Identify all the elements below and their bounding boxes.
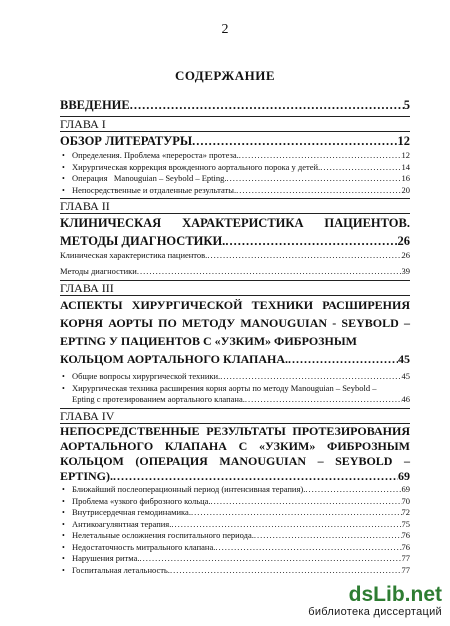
toc-subentry[interactable] [60,371,410,383]
toc-page: 46 [401,393,410,404]
toc-page: 14 [401,161,410,172]
watermark-brand: dsLib.net [348,583,442,606]
toc-subentry[interactable] [60,507,410,519]
toc-page: 26 [397,234,410,248]
toc-subentry[interactable] [60,185,410,197]
page-number: 2 [221,22,229,37]
toc-label: КОЛЬЦОМ АОРТАЛЬНОГО КЛАПАНА. [60,352,289,366]
toc-page: 69 [398,469,410,483]
toc-chapter-title-line: EPTING У ПАЦИЕНТОВ С «УЗКИМ» ФИБРОЗНЫМ [60,334,357,348]
toc-chapter-title-line: АСПЕКТЫ ХИРУРГИЧЕСКОЙ ТЕХНИКИ РАСШИРЕНИЯ [60,295,410,314]
toc-label: • Внутрисердечная гемодинамика. [72,507,191,517]
toc-page: 26 [401,250,410,260]
toc-page: 45 [398,352,410,366]
toc-label: • Нелетальные осложнения госпитального периода. [72,530,254,540]
toc-chapter-title[interactable] [60,469,410,484]
toc-page: 45 [401,371,410,381]
toc-chapter-title[interactable] [60,350,410,368]
toc-page: 12 [397,134,410,148]
toc-page: 39 [401,265,410,276]
toc-chapter-title-line: КОЛЬЦОМ (ОПЕРАЦИЯ MANOUGUIAN – SEYBOLD – [60,454,410,468]
toc-page: 75 [401,518,410,529]
toc-page: 69 [401,484,410,494]
toc-label: • Проблема «узкого фиброзного кольца. [72,495,211,506]
toc-label: Клиническая характеристика пациентов. [60,250,208,260]
chapter-heading: ГЛАВА I [60,116,410,131]
toc-page: 76 [401,541,410,552]
toc-subentry[interactable] [60,266,410,278]
toc-label: • Ближайший послеоперационный период (интенсивная терапия). [72,484,306,494]
toc-chapter-title[interactable] [60,232,410,250]
toc-page: 5 [403,98,410,112]
chapter-heading: ГЛАВА II [60,198,410,213]
page-title: СОДЕРЖАНИЕ [174,68,276,83]
toc-page: 16 [401,173,410,183]
toc-label: ВВЕДЕНИЕ [60,98,130,112]
toc-label: • Общие вопросы хирургической техники. [72,371,221,381]
toc-label: ОБЗОР ЛИТЕРАТУРЫ [60,134,193,148]
watermark [308,584,442,618]
toc-label: • Операция Manouguian – Seybold – Epting. [72,173,227,183]
watermark-subtitle: библиотека диссертаций [308,606,442,618]
toc-subentry[interactable] [60,542,410,554]
toc-subentry[interactable] [60,173,410,185]
toc-subentry[interactable] [60,496,410,508]
toc-subentry[interactable] [60,565,410,577]
toc-subentry-line: • Хирургическая техника расширения корня аорты по методу Manouguian – Seybold – [60,383,410,394]
toc-subentry[interactable] [60,519,410,531]
toc-label: • Нарушения ритма. [72,553,140,563]
toc-subentry[interactable] [60,394,410,406]
toc-page: 12 [401,150,410,160]
toc-label: Epting с протезированием аортального клапана. [72,393,245,404]
toc-chapter-title-line: АОРТАЛЬНОГО КЛАПАНА С «УЗКИМ» ФИБРОЗНЫМ [60,439,410,453]
toc-label: • Антикоагулянтная терапия. [72,518,172,529]
chapter-heading: ГЛАВА III [60,280,410,295]
table-of-contents [60,96,410,576]
toc-subentry[interactable] [60,150,410,162]
toc-chapter-title-line: КОРНЯ АОРТЫ ПО МЕТОДУ MANOUGUIAN - SEYBOLD – [60,316,410,330]
toc-page: 72 [401,507,410,517]
toc-label: EPTING). [60,469,114,483]
toc-label: • Госпитальная летальность. [72,564,170,575]
toc-label: • Хирургическая коррекция врожденного аортального порока у детей. [72,161,321,172]
chapter-heading: ГЛАВА IV [60,408,410,423]
toc-subentry[interactable] [60,250,410,262]
toc-page: 70 [401,495,410,506]
toc-subentry[interactable] [60,484,410,496]
toc-subentry[interactable] [60,553,410,565]
toc-entry-intro[interactable] [60,96,410,114]
toc-chapter-title-line: НЕПОСРЕДСТВЕННЫЕ РЕЗУЛЬТАТЫ ПРОТЕЗИРОВАНИЯ [60,424,410,438]
toc-label: • Недостаточность митрального клапана. [72,541,216,552]
toc-page: 76 [401,530,410,540]
toc-label: Методы диагностики [60,265,137,276]
toc-page: 20 [401,184,410,195]
toc-chapter-title-line: КЛИНИЧЕСКАЯ ХАРАКТЕРИСТИКА ПАЦИЕНТОВ. [60,213,410,232]
toc-subentry[interactable] [60,530,410,542]
toc-label: • Непосредственные и отдаленные результаты. [72,184,237,195]
toc-chapter-title[interactable] [60,131,410,150]
toc-label: • Определения. Проблема «перероста» протеза. [72,150,239,160]
toc-page: 77 [401,564,410,575]
toc-page: 77 [401,553,410,563]
toc-subentry[interactable] [60,162,410,174]
toc-label: МЕТОДЫ ДИАГНОСТИКИ. [60,234,226,248]
